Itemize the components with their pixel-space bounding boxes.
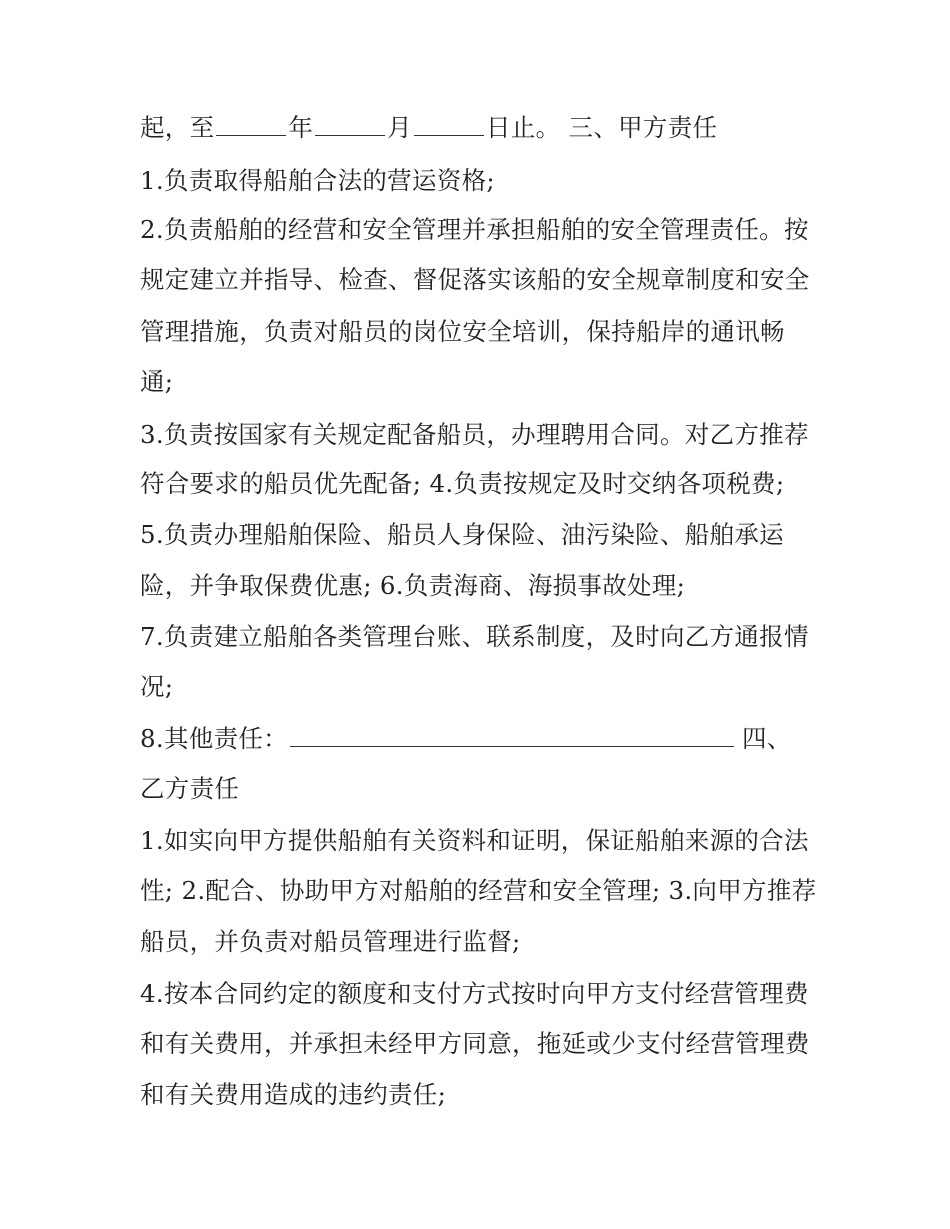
- contract-line: 管理措施，负责对船员的岗位安全培训，保持船岸的通讯畅: [140, 317, 785, 346]
- month-blank: [315, 109, 385, 136]
- contract-line: 3.负责按国家有关规定配备船员，办理聘用合同。对乙方推荐: [140, 420, 809, 449]
- contract-line: 1.如实向甲方提供船舶有关资料和证明，保证船舶来源的合法: [140, 826, 809, 855]
- line-text-segment: 月: [387, 113, 413, 142]
- day-blank: [414, 109, 484, 136]
- contract-line: 5.负责办理船舶保险、船员人身保险、油污染险、船舶承运: [140, 520, 784, 549]
- contract-line: 性; 2.配合、协助甲方对船舶的经营和安全管理; 3.向甲方推荐: [140, 876, 817, 905]
- contract-line: 7.负责建立船舶各类管理台账、联系制度，及时向乙方通报情: [140, 622, 809, 651]
- contract-line: 险，并争取保费优惠; 6.负责海商、海损事故处理;: [140, 571, 686, 600]
- contract-line: 通;: [140, 367, 174, 396]
- contract-line: 况;: [140, 672, 174, 701]
- contract-line: 1.负责取得船舶合法的营运资格;: [140, 166, 495, 195]
- line-text-segment: 起，至: [140, 113, 215, 142]
- section-heading: 乙方责任: [140, 774, 240, 803]
- contract-line: 4.按本合同约定的额度和支付方式按时向甲方支付经营管理费: [140, 979, 809, 1008]
- contract-line: 2.负责船舶的经营和安全管理并承担船舶的安全管理责任。按: [140, 215, 809, 244]
- year-blank: [216, 109, 286, 136]
- line-text-segment: 日止。 三、甲方责任: [486, 113, 718, 142]
- other-duties-blank: [290, 720, 734, 747]
- contract-line: 和有关费用造成的违约责任;: [140, 1080, 447, 1109]
- contract-line: 和有关费用，并承担未经甲方同意，拖延或少支付经营管理费: [140, 1029, 810, 1058]
- line-text-segment: 年: [288, 113, 314, 142]
- line-text-segment: 四、: [741, 724, 792, 753]
- line-text-segment: 8.其他责任：: [140, 724, 288, 753]
- contract-line: 符合要求的船员优先配备; 4.负责按规定及时交纳各项税费;: [140, 469, 785, 498]
- contract-line: 船员，并负责对船员管理进行监督;: [140, 927, 521, 956]
- contract-line-other-duties: [140, 719, 820, 759]
- contract-line: 规定建立并指导、检查、督促落实该船的安全规章制度和安全: [140, 265, 810, 294]
- contract-line-term-end: [140, 108, 820, 148]
